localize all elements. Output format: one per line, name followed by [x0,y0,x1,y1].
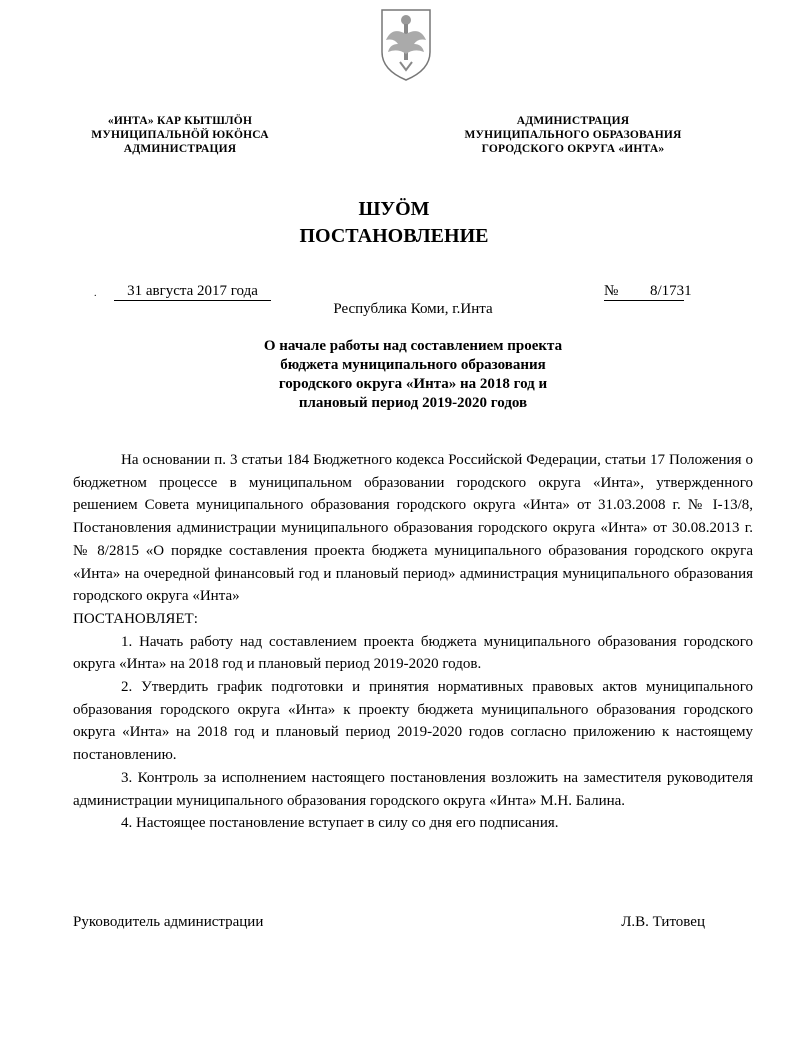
header-russian-line-1: АДМИНИСТРАЦИЯ [516,115,630,127]
number-value: 8/1731 [650,283,692,299]
header-russian-line-3: ГОРОДСКОГО ОКРУГА «ИНТА» [481,143,665,155]
header-komi-line-2: МУНИЦИПАЛЬНӦЙ ЮКӦНСА [91,129,269,141]
header-komi [70,114,290,156]
resolution-item-3: 3. Контроль за исполнением настоящего постановления возложить на заместителя руководителя администрации муниципального образования городского округа «Инта» М.Н. Балина. [73,769,753,809]
document-subject [0,337,788,413]
header-komi-line-3: АДМИНИСТРАЦИЯ [123,143,237,155]
document-body [73,449,753,835]
resolves-line: ПОСТАНОВЛЯЕТ: [73,610,198,627]
signature-block [73,914,705,931]
title-komi: ШУӦМ [358,198,430,220]
header-russian [448,114,698,156]
header-russian-line-2: МУНИЦИПАЛЬНОГО ОБРАЗОВАНИЯ [464,129,682,141]
document-place: Республика Коми, г.Инта [333,301,493,317]
subject-line-4: плановый период 2019-2020 годов [298,395,528,411]
coat-of-arms-emblem [378,4,434,82]
document-number [604,282,692,301]
preamble-paragraph: На основании п. 3 статьи 184 Бюджетного кодекса Российской Федерации, статьи 17 Положения о бюджетном процессе в муниципальном образовании городского округа «Инта», утвержденного решением Совета муниципального образования городского округа «Инта» от 31.03.2008 г. № I-13/8, Постановления администрации муниципального образования городского округа «Инта» от 30.08.2013 г. № 8/2815 «О порядке составления проекта бюджета муниципального образования городского округа «Инта» на очередной финансовый год и плановый период» администрация муниципального образования городского округа «Инта» [73,452,753,605]
header-komi-line-1: «ИНТА» КАР КЫТШЛӦН [107,115,253,127]
resolution-item-1: 1. Начать работу над составлением проекта бюджета муниципального образования городского округа «Инта» на 2018 год и плановый период 2019-2020 годов. [73,633,753,673]
document-date: 31 августа 2017 года [114,282,271,301]
subject-line-2: бюджета муниципального образования [280,357,546,373]
subject-line-1: О начале работы над составлением проекта [263,338,563,354]
signatory-position: Руководитель администрации [73,914,264,930]
margin-dot: . [94,288,97,299]
signatory-name: Л.В. Титовец [621,914,705,930]
subject-line-3: городского округа «Инта» на 2018 год и [278,376,548,392]
title-russian: ПОСТАНОВЛЕНИЕ [299,225,489,247]
number-sign: № [604,282,650,301]
resolution-item-2: 2. Утвердить график подготовки и принятия нормативных правовых актов муниципального образования городского округа «Инта» к проекту бюджета муниципального образования городского округа «Инта» на 2018 год и плановый период 2019-2020 годов согласно приложению к настоящему постановлению. [73,679,753,764]
resolution-item-4: 4. Настоящее постановление вступает в силу со дня его подписания. [121,815,559,832]
